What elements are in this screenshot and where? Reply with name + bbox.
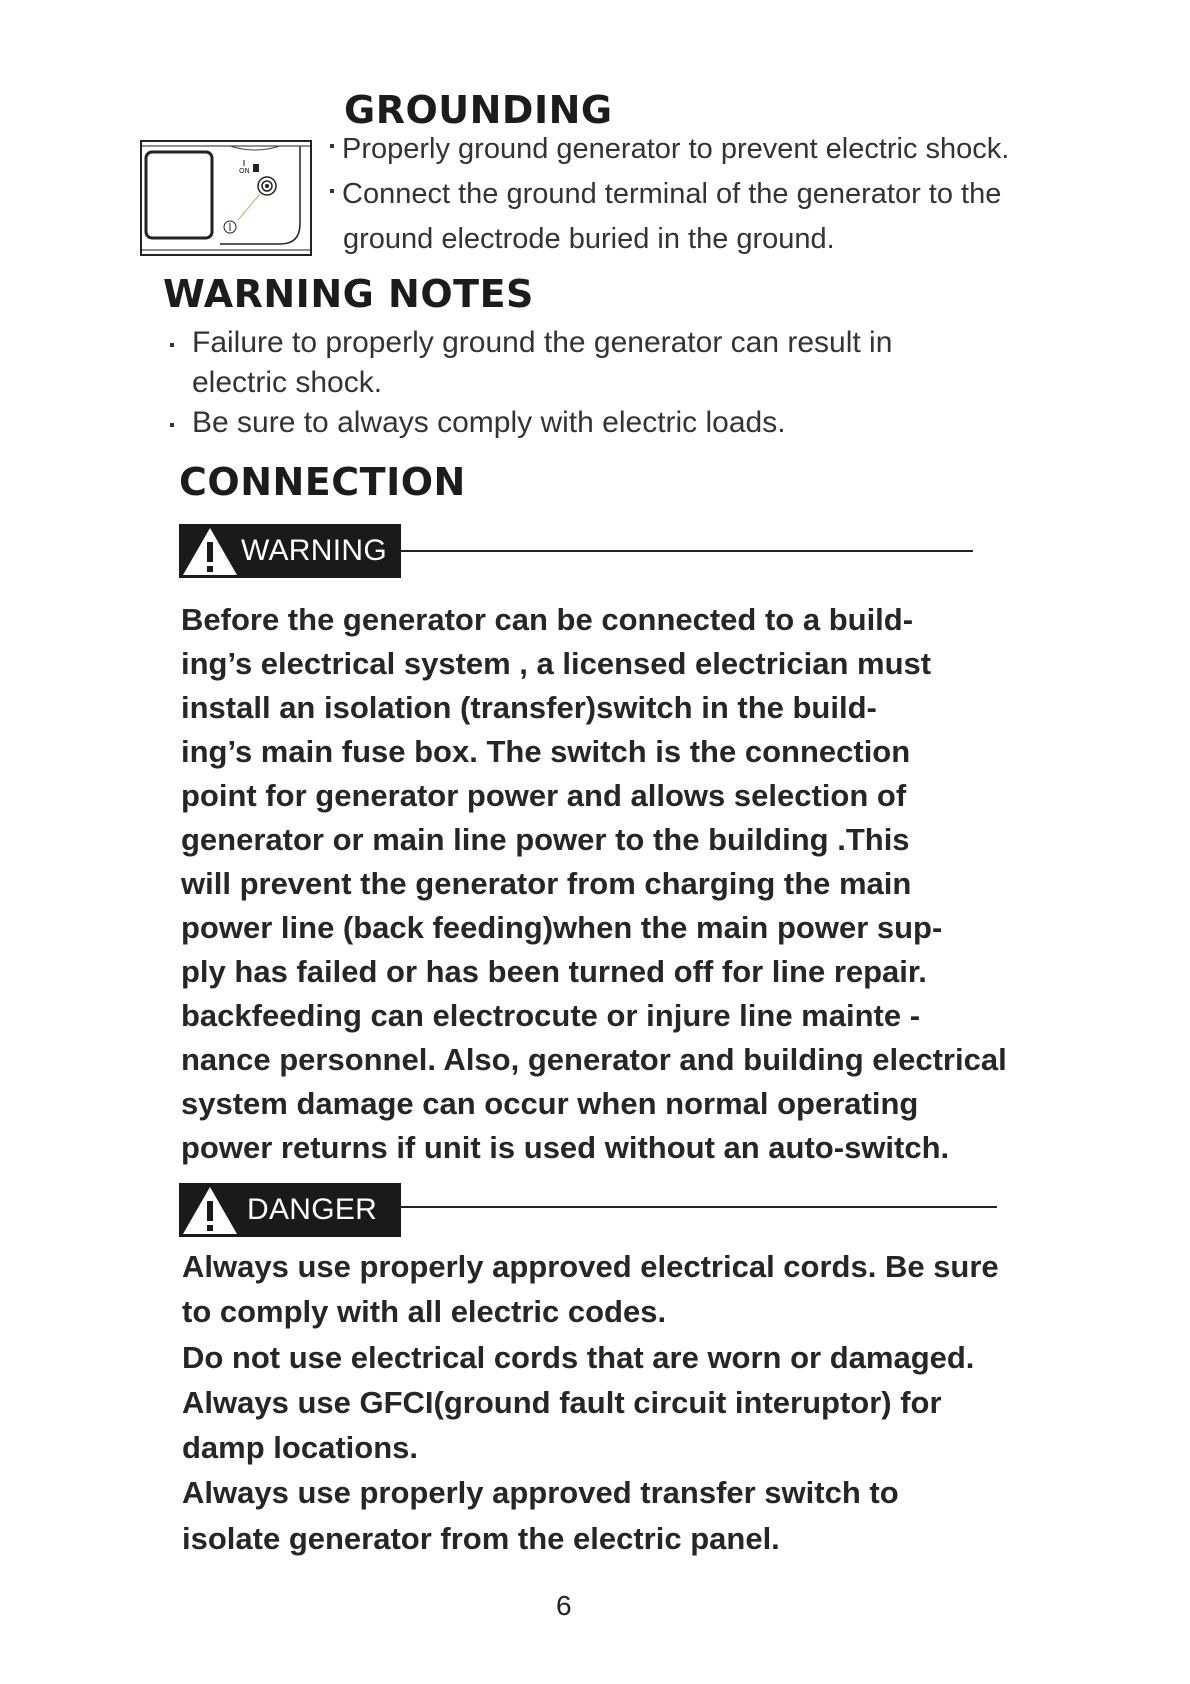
warning-triangle-icon: [179, 524, 241, 578]
paragraph-line: Always use properly approved transfer switch to: [182, 1475, 899, 1511]
paragraph-line: Always use properly approved electrical cords. Be sure: [182, 1249, 999, 1284]
danger-triangle-icon: [179, 1183, 241, 1237]
divider: [401, 1206, 997, 1208]
paragraph-line: backfeeding can electrocute or injure line mainte -: [181, 998, 921, 1033]
paragraph-line: will prevent the generator from charging the main: [181, 866, 912, 901]
paragraph-line: system damage can occur when normal operating: [181, 1086, 919, 1121]
paragraph-line: generator or main line power to the building .This: [181, 822, 910, 857]
paragraph-line: Always use GFCI(ground fault circuit interuptor) for: [182, 1384, 942, 1420]
paragraph-line: power returns if unit is used without an auto-switch.: [181, 1130, 950, 1165]
paragraph-line: ply has failed or has been turned off for line repair.: [181, 954, 927, 989]
grounding-heading: GROUNDING: [344, 88, 613, 132]
divider: [401, 550, 973, 552]
warning-notes-heading: WARNING NOTES: [163, 272, 534, 316]
page-number: 6: [556, 1590, 572, 1621]
warning-note: Failure to properly ground the generator can result in: [192, 326, 892, 360]
paragraph-line: Do not use electrical cords that are worn or damaged.: [182, 1339, 975, 1375]
warning-badge: [179, 524, 401, 578]
paragraph-line: power line (back feeding)when the main power sup-: [181, 910, 943, 945]
grounding-bullet: Connect the ground terminal of the generator to the: [330, 178, 1001, 211]
paragraph-line: Before the generator can be connected to a build-: [181, 602, 914, 637]
warning-note: Be sure to always comply with electric loads.: [192, 406, 786, 440]
paragraph-line: to comply with all electric codes.: [182, 1294, 667, 1330]
paragraph-line: point for generator power and allows selection of: [181, 778, 907, 813]
paragraph-line: nance personnel. Also, generator and building electrical: [181, 1042, 1007, 1077]
paragraph-line: isolate generator from the electric panel.: [182, 1520, 780, 1556]
grounding-bullet: Properly ground generator to prevent electric shock.: [330, 133, 1009, 166]
paragraph-line: install an isolation (transfer)switch in the build-: [181, 690, 877, 725]
warning-paragraph: [181, 602, 1007, 1174]
grounding-bullet-continuation: ground electrode buried in the ground.: [343, 223, 835, 255]
figure-on-label: ON: [239, 167, 250, 175]
danger-badge: [179, 1183, 401, 1237]
paragraph-line: ing’s main fuse box. The switch is the connection: [181, 734, 911, 769]
paragraph-line: damp locations.: [182, 1430, 418, 1466]
ground-terminal-figure: [140, 140, 312, 256]
paragraph-line: ing’s electrical system , a licensed electrician must: [181, 646, 932, 681]
warning-label: WARNING: [241, 534, 387, 567]
connection-heading: CONNECTION: [179, 460, 466, 504]
warning-note-continuation: electric shock.: [192, 366, 383, 399]
danger-label: DANGER: [247, 1193, 378, 1226]
danger-paragraph: [182, 1249, 999, 1566]
